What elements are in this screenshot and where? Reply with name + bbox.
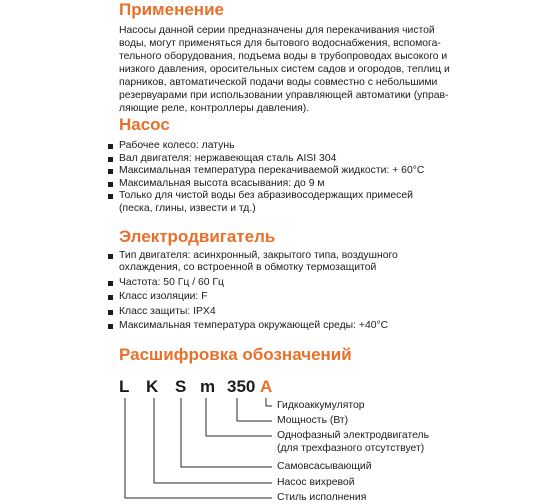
code-letter-k: K xyxy=(146,377,159,396)
code-letter-l: L xyxy=(119,377,130,396)
list-item: Максимальная высота всасывания: до 9 м xyxy=(108,178,468,191)
list-item: Класс защиты: IPX4 xyxy=(108,306,468,318)
section-title-motor: Электродвигатель xyxy=(119,227,276,246)
label-self-priming: Самовсасывающий xyxy=(277,461,372,472)
label-accumulator: Гидкоаккумулятор xyxy=(277,400,365,411)
list-item: Класс изоляции: F xyxy=(108,291,468,303)
code-letter-m: m xyxy=(200,377,216,396)
application-text: Насосы данной серии предназначены для перекачивания чистой воды, могут применяться для бытового водоснабжения, вспомога-тельного оборудования, подъема воды в трубопроводах высокого и низкого давления, оросительных систем садов и огородов, теплиц и парников, автоматической подачи воды совместно с небольшими резервуарами при использовании управляющей автоматики (управ-ляющие реле, контроллеры давления). xyxy=(119,25,450,114)
list-item: Вал двигателя: нержавеющая сталь AISI 304 xyxy=(108,153,468,166)
section-title-designation: Расшифровка обозначений xyxy=(119,345,352,364)
list-item: Рабочее колесо: латунь xyxy=(108,140,468,153)
label-power: Мощность (Вт) xyxy=(277,415,349,426)
label-single-phase: Однофазный электродвигатель xyxy=(277,430,430,441)
section-title-pump: Насос xyxy=(119,115,170,134)
label-style: Стиль исполнения xyxy=(277,492,367,503)
label-three-phase-note: (для трехфазного отсутствует) xyxy=(277,443,425,454)
code-letter-a: A xyxy=(260,377,273,396)
list-item: Частота: 50 Гц / 60 Гц xyxy=(108,277,468,289)
code-power: 350 xyxy=(227,377,256,396)
list-item: Только для чистой воды без абразивосодержащих примесей (песка, глины, извести и тд.) xyxy=(108,190,449,215)
list-item: Максимальная температура перекачиваемой жидкости: + 60°С xyxy=(108,165,468,178)
list-item: Тип двигателя: асинхронный, закрытого типа, воздушного охлаждения, со встроенной в обмотку термозащитой xyxy=(108,250,409,275)
list-item: Максимальная температура окружающей среды: +40°С xyxy=(108,320,468,332)
section-title-application: Применение xyxy=(119,0,224,19)
label-vortex-pump: Насос вихревой xyxy=(277,477,355,488)
code-letter-s: S xyxy=(175,377,187,396)
